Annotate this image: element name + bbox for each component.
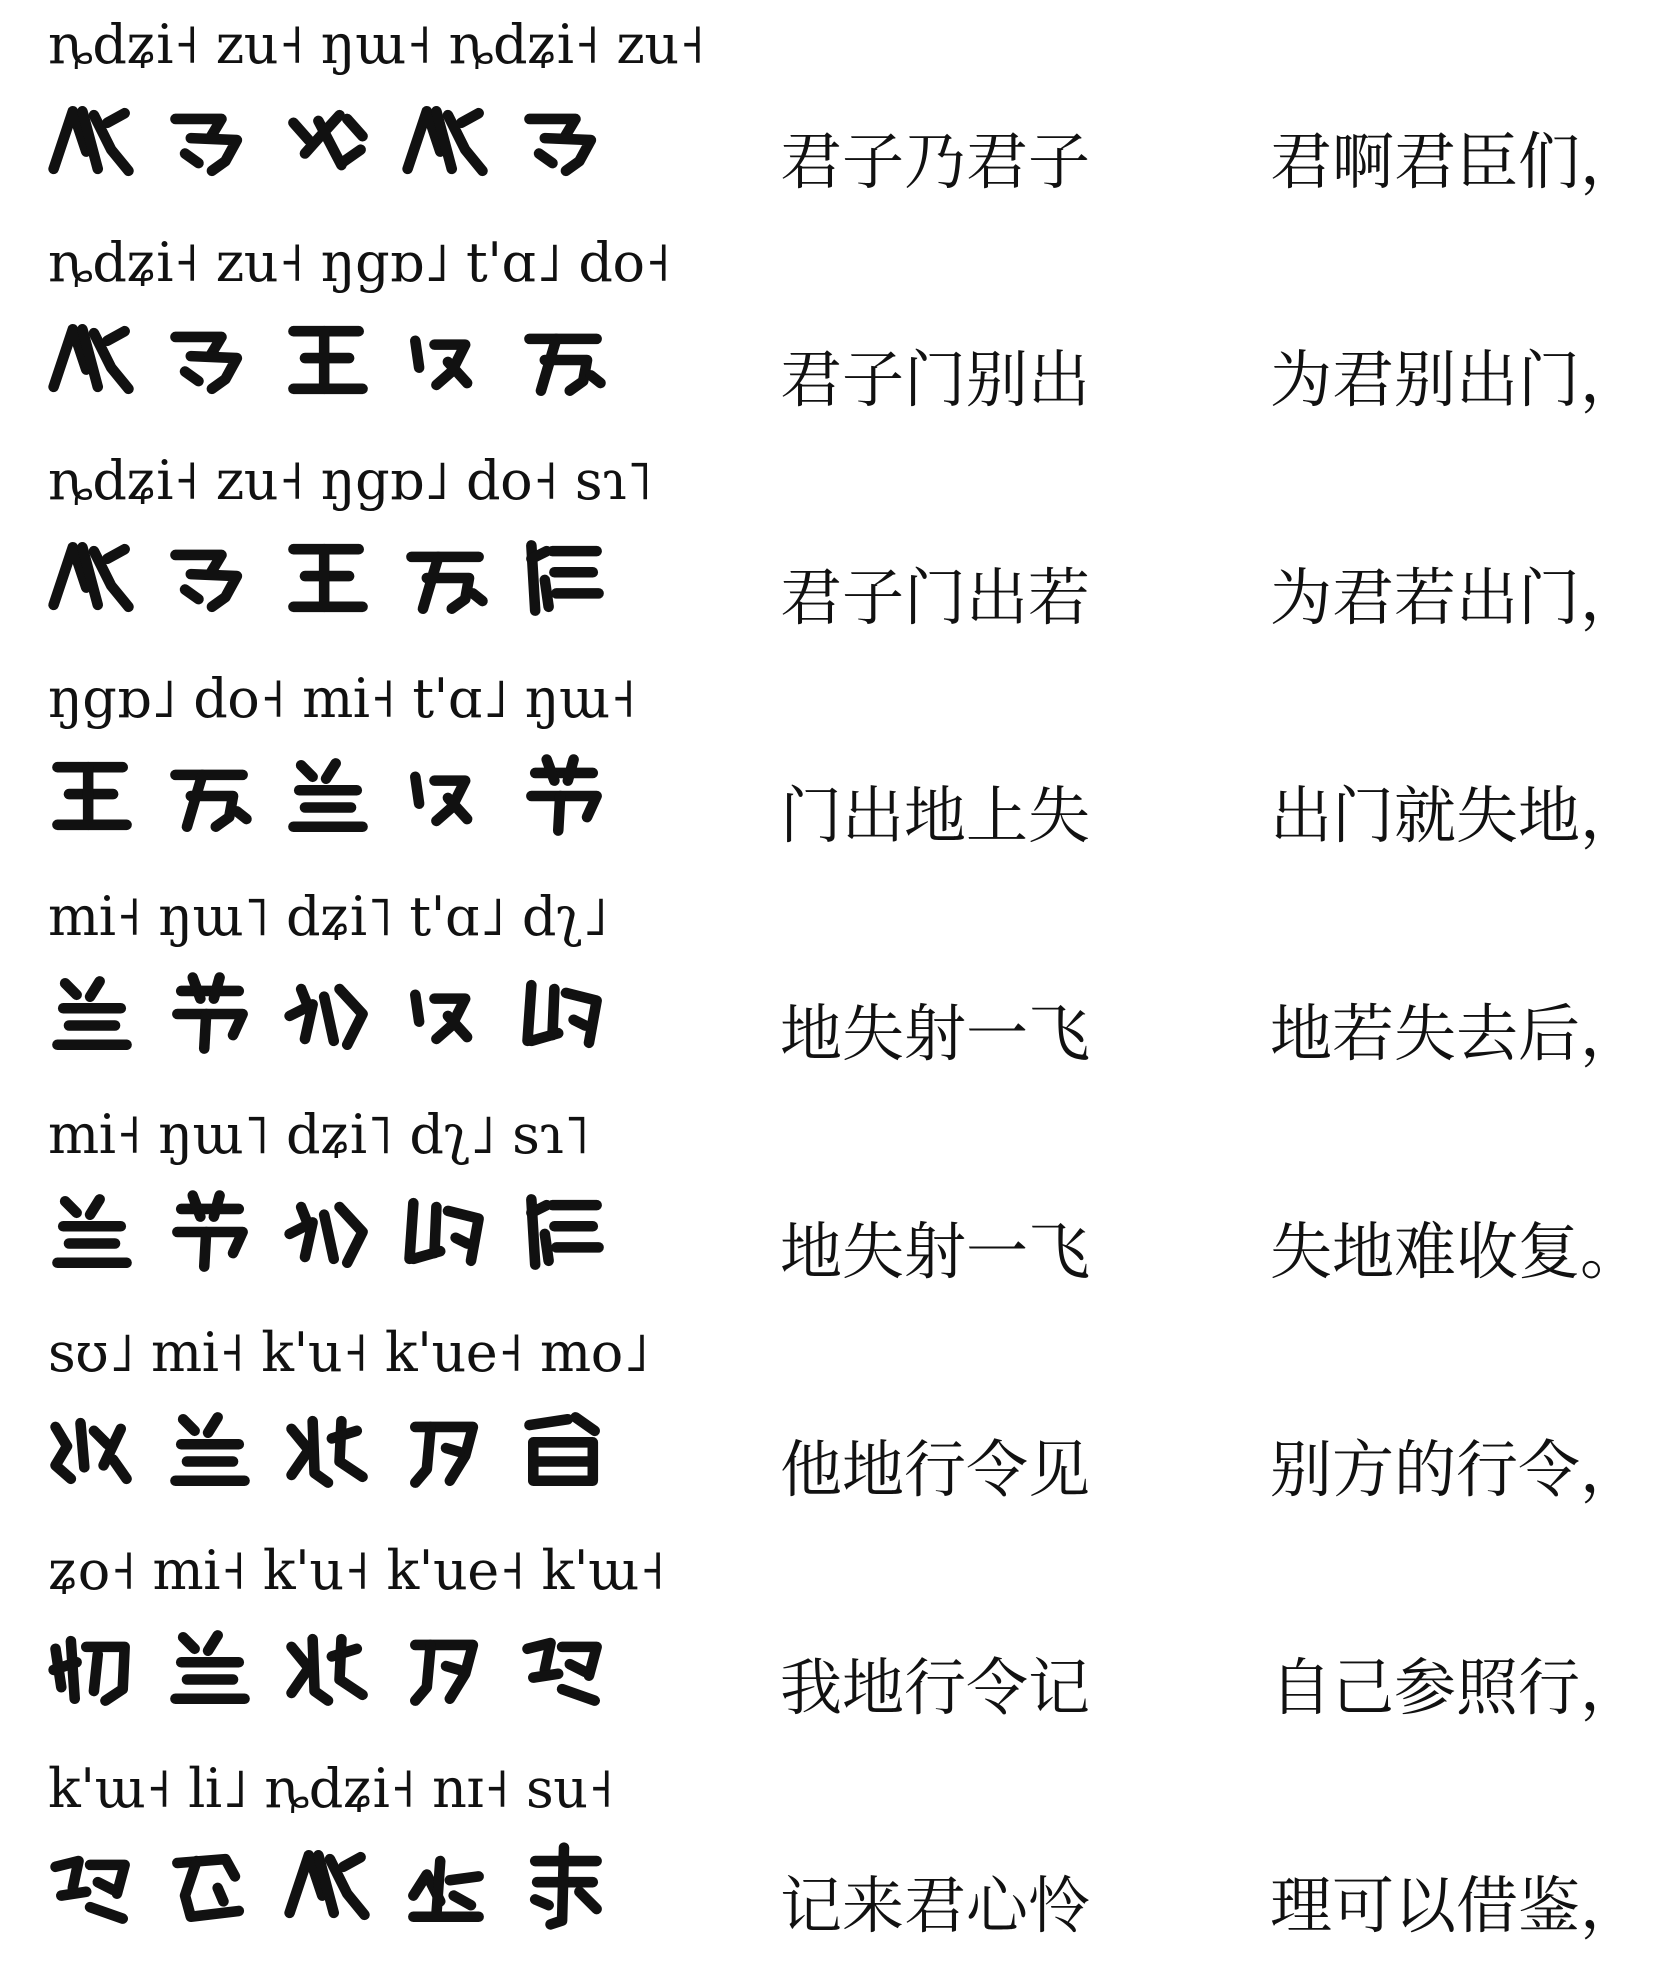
stanza-5 [0, 872, 1674, 1092]
word-gloss: 他地行令见 [780, 1433, 1091, 1506]
shuibu-glyph-fei [398, 1182, 494, 1282]
shuibu-glyph-shi [516, 746, 612, 846]
word-gloss: 地失射一飞 [780, 997, 1091, 1070]
stanza-9 [0, 1744, 1674, 1964]
shuibu-glyph-di [162, 1400, 258, 1500]
ipa-line: sʊ˩ mi˧ k'u˧ k'ue˧ mo˩ [48, 1321, 649, 1384]
shuibu-glyph-she [280, 964, 376, 1064]
word-gloss: 君子门出若 [780, 561, 1091, 634]
shuibu-glyph-jian [516, 1400, 612, 1500]
shuibu-glyph-zi [162, 528, 258, 628]
shui-script-line [44, 92, 644, 212]
shuibu-glyph-jun [44, 528, 140, 628]
free-translation: 失地难收复。 [1270, 1215, 1643, 1288]
shui-script-line [44, 310, 644, 430]
word-gloss: 地失射一飞 [780, 1215, 1091, 1288]
shuibu-glyph-men [280, 528, 376, 628]
shuibu-glyph-men [44, 746, 140, 846]
shui-script-line [44, 1400, 644, 1520]
shuibu-glyph-xing [280, 1400, 376, 1500]
shuibu-glyph-chu [516, 310, 612, 410]
free-translation: 别方的行令， [1270, 1433, 1643, 1506]
shuibu-glyph-jun [398, 92, 494, 192]
shuibu-glyph-jun [280, 1836, 376, 1936]
shuibu-glyph-xing [280, 1618, 376, 1718]
shuibu-glyph-xin [398, 1836, 494, 1936]
shuibu-glyph-ji [516, 1618, 612, 1718]
shuibu-glyph-zi [162, 310, 258, 410]
shuibu-glyph-di [44, 1182, 140, 1282]
ipa-line: k'ɯ˧ li˩ ȵdʑi˧ nɪ˧ su˧ [48, 1757, 614, 1820]
shuibu-glyph-ta [44, 1400, 140, 1500]
word-gloss: 君子乃君子 [780, 125, 1091, 198]
shuibu-glyph-di [44, 964, 140, 1064]
word-gloss: 君子门别出 [780, 343, 1091, 416]
shuibu-glyph-jun [44, 92, 140, 192]
free-translation: 为君若出门， [1270, 561, 1643, 634]
stanza-4 [0, 654, 1674, 874]
shuibu-glyph-ling [398, 1618, 494, 1718]
shui-script-line [44, 964, 644, 1084]
shui-script-line [44, 528, 644, 648]
shuibu-glyph-jun [44, 310, 140, 410]
shuibu-glyph-she [280, 1182, 376, 1282]
shui-script-line [44, 1618, 644, 1738]
shuibu-glyph-di [280, 746, 376, 846]
shuibu-glyph-bie [398, 310, 494, 410]
shuibu-glyph-ling [398, 1400, 494, 1500]
shuibu-glyph-lai [162, 1836, 258, 1936]
shuibu-glyph-bie [398, 746, 494, 846]
shuibu-glyph-bie [398, 964, 494, 1064]
word-gloss: 门出地上失 [780, 779, 1091, 852]
stanza-6 [0, 1090, 1674, 1310]
free-translation: 地若失去后， [1270, 997, 1643, 1070]
shuibu-glyph-shi [162, 1182, 258, 1282]
word-gloss: 记来君心怜 [780, 1869, 1091, 1942]
free-translation: 自己参照行， [1270, 1651, 1643, 1724]
stanza-7 [0, 1308, 1674, 1528]
shui-script-line [44, 1182, 644, 1302]
free-translation: 理可以借鉴， [1270, 1869, 1643, 1942]
ipa-line: ȵdʑi˧ zu˧ ŋgɒ˩ do˧ sɿ˥ [48, 449, 653, 512]
shui-script-line [44, 746, 644, 866]
shuibu-glyph-chu [162, 746, 258, 846]
shuibu-glyph-nai [280, 92, 376, 192]
ipa-line: ȵdʑi˧ zu˧ ŋgɒ˩ t'ɑ˩ do˧ [48, 231, 671, 294]
free-translation: 君啊君臣们， [1270, 125, 1643, 198]
stanza-2 [0, 218, 1674, 438]
stanza-1 [0, 0, 1674, 220]
shuibu-glyph-lian [516, 1836, 612, 1936]
free-translation: 出门就失地， [1270, 779, 1643, 852]
stanza-8 [0, 1526, 1674, 1746]
shuibu-glyph-ruo [516, 528, 612, 628]
ipa-line: mi˧ ŋɯ˥ dʑi˥ dʅ˩ sɿ˥ [48, 1103, 590, 1166]
shuibu-glyph-wo [44, 1618, 140, 1718]
shui-script-line [44, 1836, 644, 1956]
shuibu-glyph-fei [516, 964, 612, 1064]
shuibu-glyph-zi [162, 92, 258, 192]
shuibu-glyph-chu [398, 528, 494, 628]
shuibu-glyph-shi [162, 964, 258, 1064]
ipa-line: ŋgɒ˩ do˧ mi˧ t'ɑ˩ ŋɯ˧ [48, 667, 636, 730]
word-gloss: 我地行令记 [780, 1651, 1091, 1724]
shuibu-glyph-di [162, 1618, 258, 1718]
ipa-line: ʑo˧ mi˧ k'u˧ k'ue˧ k'ɯ˧ [48, 1539, 665, 1602]
shuibu-glyph-ruo [516, 1182, 612, 1282]
shuibu-glyph-men [280, 310, 376, 410]
ipa-line: mi˧ ŋɯ˥ dʑi˥ t'ɑ˩ dʅ˩ [48, 885, 608, 948]
free-translation: 为君别出门， [1270, 343, 1643, 416]
stanza-3 [0, 436, 1674, 656]
ipa-line: ȵdʑi˧ zu˧ ŋɯ˧ ȵdʑi˧ zu˧ [48, 13, 705, 76]
shuibu-glyph-zi [516, 92, 612, 192]
shuibu-glyph-ji [44, 1836, 140, 1936]
